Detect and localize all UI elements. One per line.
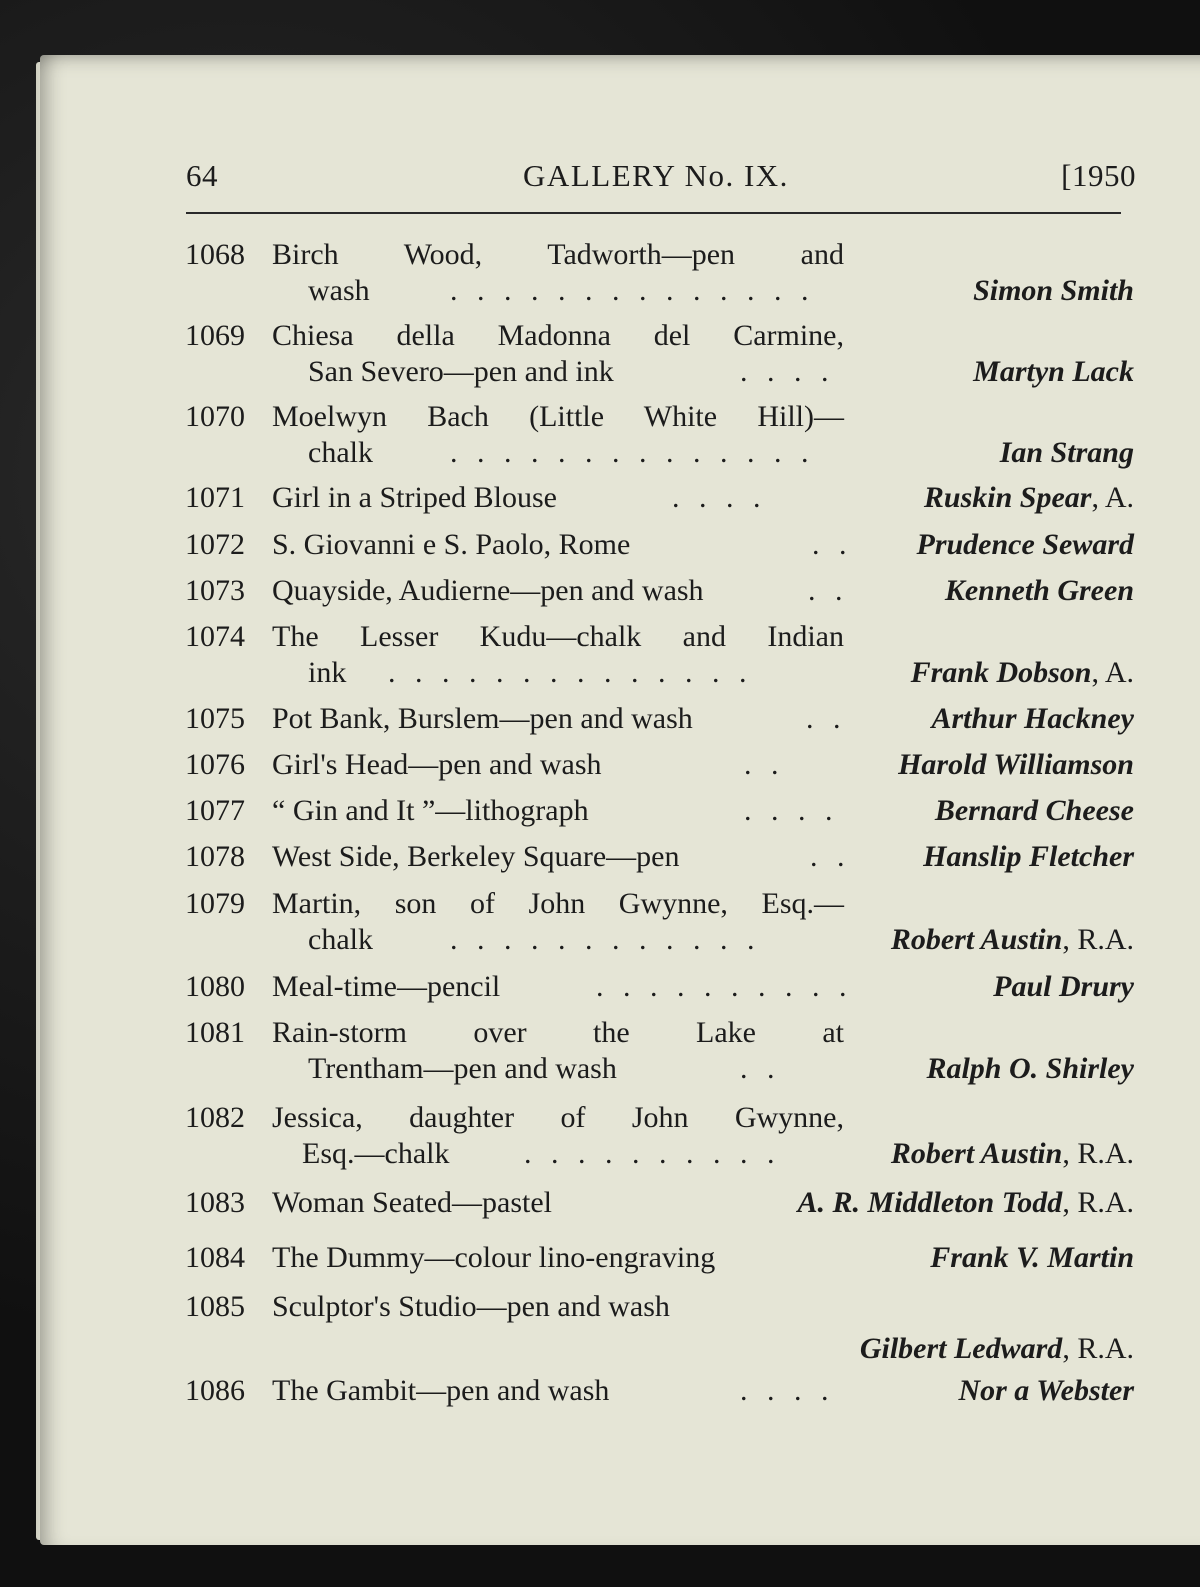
- entry-1081-line2: [0, 1050, 1200, 1088]
- entry-title: Martin, son of John Gwynne, Esq.—: [272, 887, 844, 920]
- entry-number: 1073: [185, 574, 245, 607]
- entry-title: “ Gin and It ”—lithograph: [272, 794, 589, 827]
- artist-name: Ruskin Spear: [923, 481, 1092, 514]
- artist-name: Hanslip Fletcher: [923, 840, 1134, 873]
- gallery-title: GALLERY No. IX.: [523, 158, 789, 193]
- entry-1085-line1: [0, 1288, 1200, 1326]
- leader-dots: . .: [810, 840, 851, 873]
- entry-number: 1083: [185, 1186, 245, 1219]
- entry-artist: [958, 1372, 1134, 1410]
- entry-1084: [0, 1239, 1200, 1277]
- entry-title: Woman Seated—pastel: [272, 1186, 553, 1219]
- entry-title: Girl's Head—pen and wash: [272, 748, 602, 781]
- entry-title: Sculptor's Studio—pen and wash: [272, 1290, 670, 1323]
- leader-dots: . . . .: [744, 794, 839, 827]
- entry-number: 1080: [185, 970, 245, 1003]
- entry-title-cont: Esq.—chalk: [302, 1137, 450, 1170]
- entry-1068-line1: [0, 236, 1200, 274]
- entry-1078: [0, 838, 1200, 876]
- entry-number: 1082: [185, 1101, 245, 1134]
- entry-number: 1078: [185, 840, 245, 873]
- artist-name: Kenneth Green: [944, 574, 1134, 607]
- entry-artist: [1000, 434, 1134, 472]
- artist-name: Arthur Hackney: [931, 702, 1134, 735]
- entry-number: 1077: [185, 794, 245, 827]
- entry-1074-line2: [0, 654, 1200, 692]
- artist-suffix: , R.A.: [1062, 923, 1134, 956]
- entry-title: Meal-time—pencil: [272, 970, 501, 1003]
- entry-1085-line2: [0, 1330, 1200, 1368]
- entry-artist: [891, 1135, 1134, 1173]
- entry-number: 1076: [185, 748, 245, 781]
- entry-artist: [945, 572, 1134, 610]
- artist-suffix: , R.A.: [1062, 1186, 1134, 1219]
- entry-title-cont: wash: [308, 274, 370, 307]
- entry-number: 1071: [185, 481, 245, 514]
- entry-1073: [0, 572, 1200, 610]
- leader-dots: . .: [806, 702, 847, 735]
- entry-1079-line2: [0, 921, 1200, 959]
- entry-1071: [0, 479, 1200, 517]
- entry-number: 1085: [185, 1290, 245, 1323]
- entry-title: Moelwyn Bach (Little White Hill)—: [272, 400, 844, 433]
- entry-1081-line1: [0, 1014, 1200, 1052]
- entry-number: 1069: [185, 319, 245, 352]
- entry-1079-line1: [0, 885, 1200, 923]
- entry-1074-line1: [0, 618, 1200, 656]
- artist-suffix: , R.A.: [1062, 1332, 1134, 1365]
- artist-name: Paul Drury: [993, 970, 1134, 1003]
- entry-1082-line1: [0, 1099, 1200, 1137]
- entry-1076: [0, 746, 1200, 784]
- entry-title: Quayside, Audierne—pen and wash: [272, 574, 704, 607]
- leader-dots: . . . . . . . . . . . . . .: [450, 274, 815, 307]
- entry-artist: [973, 353, 1134, 391]
- leader-dots: . . . .: [740, 1374, 835, 1407]
- artist-name: Ralph O. Shirley: [926, 1052, 1134, 1085]
- entry-number: 1086: [185, 1374, 245, 1407]
- entry-title-cont: ink: [308, 656, 347, 689]
- entry-title: West Side, Berkeley Square—pen: [272, 840, 680, 873]
- entry-artist: [911, 654, 1134, 692]
- entry-number: 1075: [185, 702, 245, 735]
- entry-artist: [931, 700, 1134, 738]
- leader-dots: . . . .: [672, 481, 767, 514]
- entry-title-cont: chalk: [308, 923, 373, 956]
- leader-dots: . . . . . . . . . . . . . .: [450, 436, 815, 469]
- entry-1068-line2: [0, 272, 1200, 310]
- artist-suffix: , A.: [1091, 656, 1134, 689]
- entry-artist: [935, 792, 1134, 830]
- artist-name: Gilbert Ledward: [859, 1332, 1063, 1365]
- entry-title: Pot Bank, Burslem—pen and wash: [272, 702, 693, 735]
- entry-artist: [993, 968, 1134, 1006]
- entry-title: S. Giovanni e S. Paolo, Rome: [272, 528, 631, 561]
- entry-1069-line2: [0, 353, 1200, 391]
- entry-1080: [0, 968, 1200, 1006]
- artist-suffix: , R.A.: [1062, 1137, 1134, 1170]
- entry-artist: [798, 1184, 1134, 1222]
- leader-dots: . .: [808, 574, 849, 607]
- year-label: [1950: [1061, 158, 1136, 193]
- entry-1082-line2: [0, 1135, 1200, 1173]
- entry-title: Chiesa della Madonna del Carmine,: [272, 319, 844, 352]
- entry-number: 1070: [185, 400, 245, 433]
- leader-dots: . .: [744, 748, 785, 781]
- entry-1083: [0, 1184, 1200, 1222]
- artist-name: Frank V. Martin: [930, 1241, 1134, 1274]
- artist-name: Harold Williamson: [898, 748, 1134, 781]
- entry-artist: [891, 921, 1134, 959]
- entry-artist: [926, 1050, 1134, 1088]
- entry-title-cont: San Severo—pen and ink: [308, 355, 614, 388]
- entry-title: Birch Wood, Tadworth—pen and: [272, 238, 844, 271]
- entry-title: The Lesser Kudu—chalk and Indian: [272, 620, 844, 653]
- entry-artist: [930, 1239, 1134, 1277]
- entry-1077: [0, 792, 1200, 830]
- artist-name: Prudence Seward: [916, 528, 1134, 561]
- leader-dots: . .: [812, 528, 853, 561]
- entry-1072: [0, 526, 1200, 564]
- entry-title: Girl in a Striped Blouse: [272, 481, 557, 514]
- entry-title-cont: chalk: [308, 436, 373, 469]
- leader-dots: . . . . . . . . . . . .: [450, 923, 761, 956]
- leader-dots: . . . . . . . . . .: [524, 1137, 781, 1170]
- entry-artist: [973, 272, 1134, 310]
- entry-1069-line1: [0, 317, 1200, 355]
- entry-title-cont: Trentham—pen and wash: [308, 1052, 617, 1085]
- artist-suffix: , A.: [1091, 481, 1134, 514]
- artist-name: Simon Smith: [973, 274, 1134, 307]
- entry-number: 1072: [185, 528, 245, 561]
- artist-name: Robert Austin: [890, 1137, 1063, 1170]
- entry-title: The Gambit—pen and wash: [272, 1374, 610, 1407]
- entry-1086: [0, 1372, 1200, 1410]
- artist-name: Bernard Cheese: [934, 794, 1134, 827]
- entry-number: 1084: [185, 1241, 245, 1274]
- entry-title: The Dummy—colour lino-engraving: [272, 1241, 716, 1274]
- entry-1075: [0, 700, 1200, 738]
- entry-number: 1074: [185, 620, 245, 653]
- artist-name: Robert Austin: [890, 923, 1063, 956]
- entry-number: 1079: [185, 887, 245, 920]
- artist-name: Nor a Webster: [958, 1374, 1134, 1407]
- entry-number: 1068: [185, 238, 245, 271]
- artist-name: A. R. Middleton Todd: [797, 1186, 1063, 1219]
- artist-name: Martyn Lack: [973, 355, 1134, 388]
- leader-dots: . . . . . . . . . . . . . .: [388, 656, 753, 689]
- entry-number: 1081: [185, 1016, 245, 1049]
- artist-name: Frank Dobson: [910, 656, 1092, 689]
- leader-dots: . .: [740, 1052, 781, 1085]
- entry-artist: [898, 746, 1134, 784]
- entry-1070-line1: [0, 398, 1200, 436]
- entry-artist: [860, 1330, 1134, 1368]
- entry-artist: [923, 838, 1134, 876]
- page-number: 64: [186, 158, 218, 193]
- artist-name: Ian Strang: [999, 436, 1134, 469]
- entry-artist: [917, 526, 1135, 564]
- entry-title: Rain-storm over the Lake at: [272, 1016, 844, 1049]
- leader-dots: . . . . . . . . . .: [596, 970, 853, 1003]
- leader-dots: . . . .: [740, 355, 835, 388]
- entry-artist: [924, 479, 1134, 517]
- entry-title: Jessica, daughter of John Gwynne,: [272, 1101, 844, 1134]
- entry-1070-line2: [0, 434, 1200, 472]
